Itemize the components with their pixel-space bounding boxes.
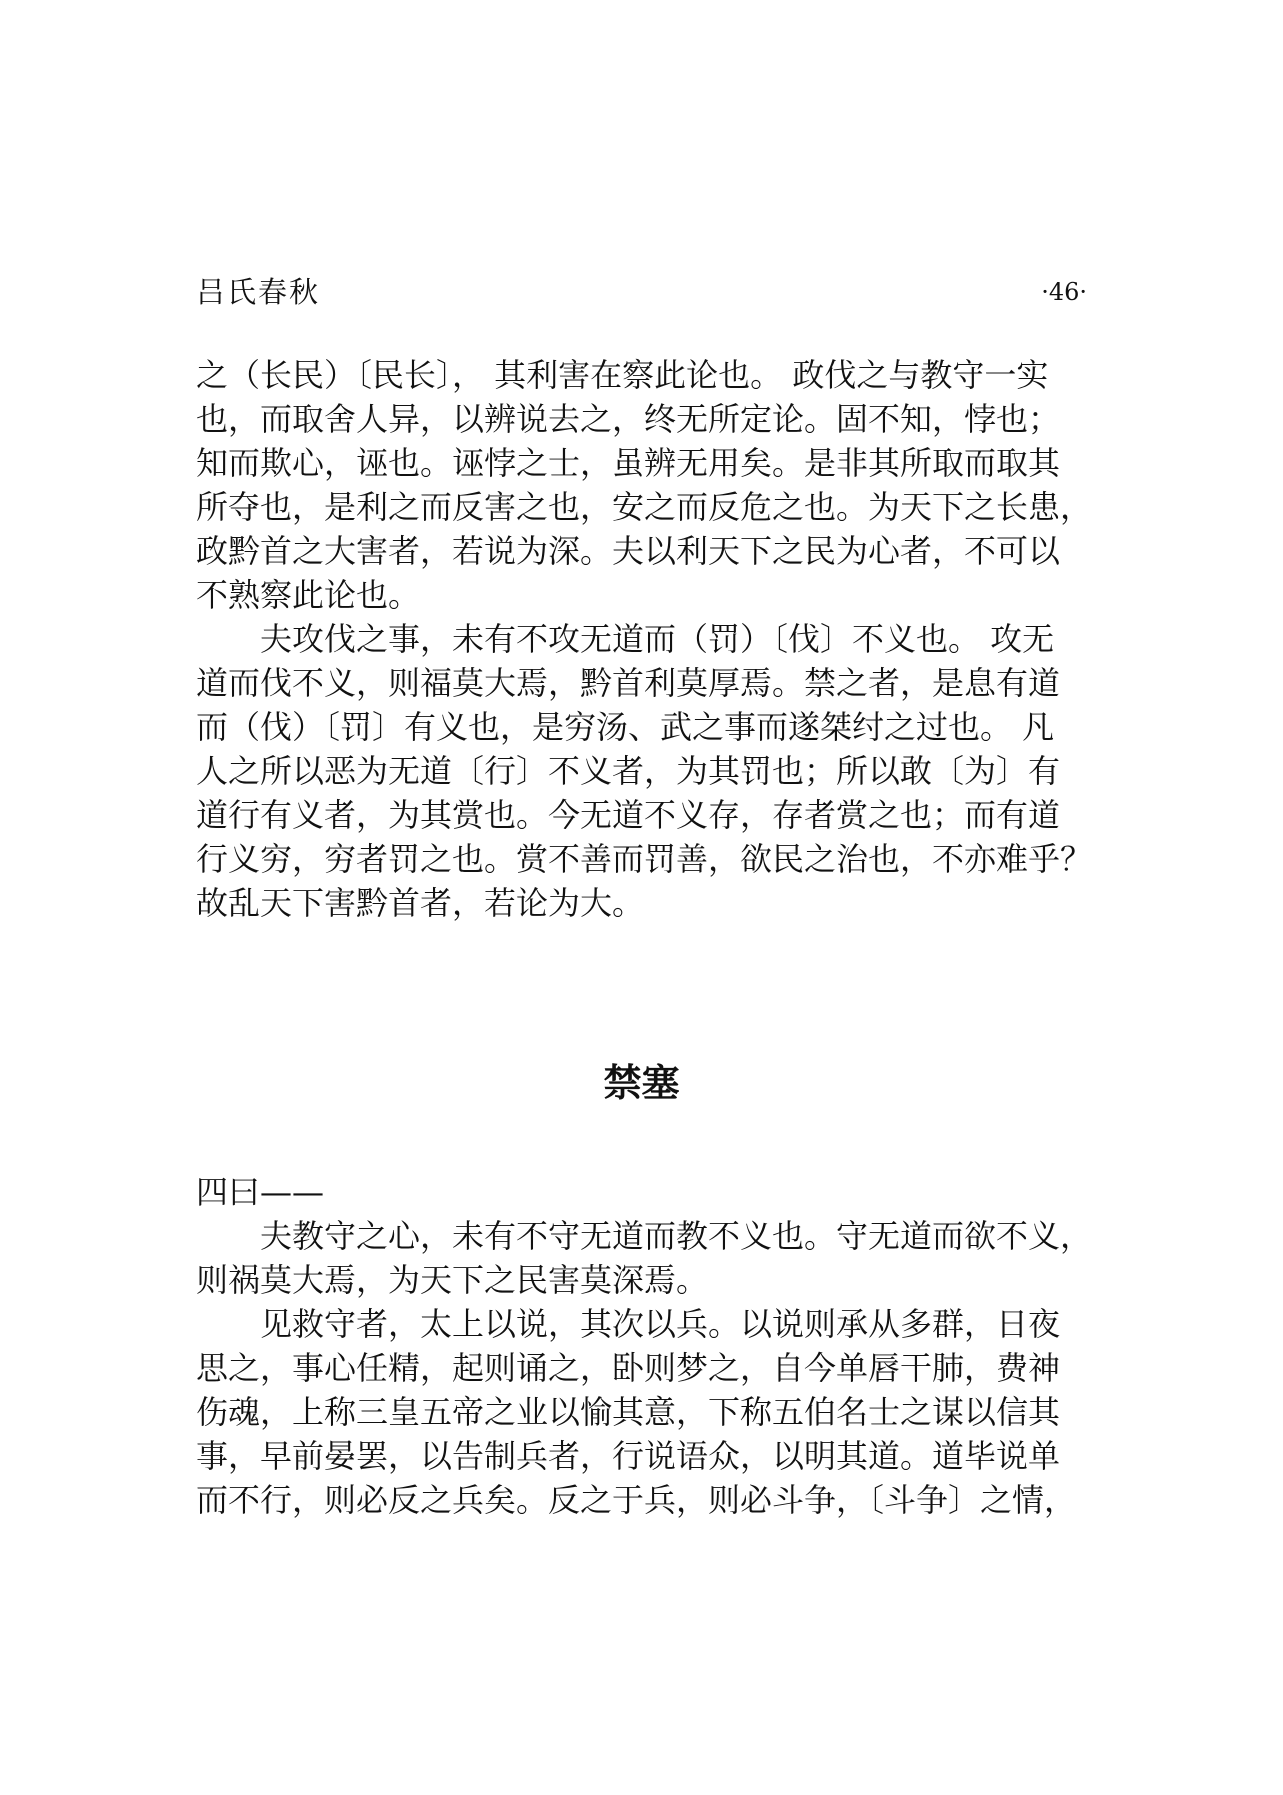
text-line: 道行有义者，为其赏也。今无道不义存，存者赏之也；而有道 [196, 796, 1061, 834]
text-line: 道而伐不义，则福莫大焉，黔首利莫厚焉。禁之者，是息有道 [196, 664, 1061, 702]
page-number: ·46· [1041, 278, 1087, 306]
text-line: 故乱天下害黔首者，若论为大。 [196, 884, 645, 922]
passage-two [196, 1170, 1116, 1522]
text-line: 而不行，则必反之兵矣。反之于兵，则必斗争，〔斗争〕之情， [196, 1481, 1077, 1519]
paragraph-first-line: 夫攻伐之事，未有不攻无道而（罚）〔伐〕不义也。 攻无 [260, 620, 1055, 658]
text-line: 行义穷，穷者罚之也。赏不善而罚善，欲民之治也，不亦难乎？ [196, 840, 1093, 878]
section-marker: 四曰—— [196, 1173, 325, 1211]
text-line: 不熟察此论也。 [196, 576, 421, 614]
text-line: 之（长民）〔民长〕， 其利害在察此论也。 政伐之与教守一实 [196, 356, 1049, 394]
chapter-title: 禁塞 [603, 1061, 680, 1105]
text-line: 而（伐）〔罚〕有义也，是穷汤、武之事而遂桀纣之过也。 凡 [196, 708, 1055, 746]
passage-one [196, 353, 1116, 925]
text-line: 事，早前晏罢，以告制兵者，行说语众，以明其道。道毕说单 [196, 1437, 1061, 1475]
text-line: 思之，事心任精，起则诵之，卧则梦之，自今单唇干肺，费神 [196, 1349, 1061, 1387]
text-line: 也，而取舍人异，以辨说去之，终无所定论。固不知，悖也； [196, 400, 1061, 438]
text-line: 伤魂，上称三皇五帝之业以愉其意，下称五伯名士之谋以信其 [196, 1393, 1061, 1431]
text-line: 知而欺心，诬也。诬悖之士，虽辨无用矣。是非其所取而取其 [196, 444, 1061, 482]
paragraph-first-line: 见救守者，太上以说，其次以兵。以说则承从多群，日夜 [260, 1305, 1061, 1343]
running-head-title: 吕氏春秋 [196, 275, 321, 309]
text-line: 所夺也，是利之而反害之也，安之而反危之也。为天下之长患， [196, 488, 1093, 526]
text-line: 人之所以恶为无道〔行〕不义者，为其罚也；所以敢〔为〕有 [196, 752, 1061, 790]
paragraph-first-line: 夫教守之心，未有不守无道而教不义也。守无道而欲不义， [260, 1217, 1093, 1255]
text-line: 则祸莫大焉，为天下之民害莫深焉。 [196, 1261, 709, 1299]
text-line: 政黔首之大害者，若说为深。夫以利天下之民为心者，不可以 [196, 532, 1061, 570]
